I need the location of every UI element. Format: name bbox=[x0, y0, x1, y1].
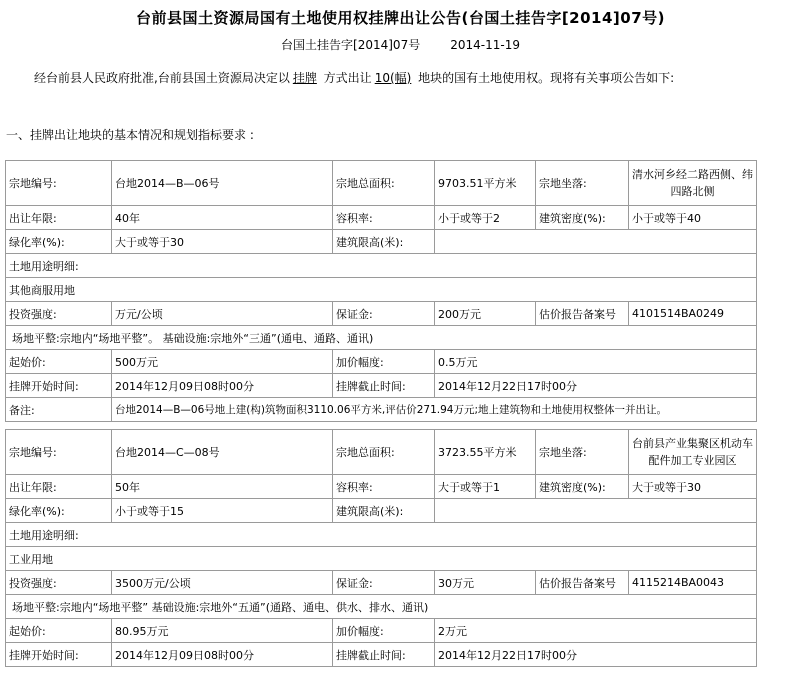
label: 宗地编号: bbox=[6, 161, 112, 206]
table-row bbox=[6, 475, 757, 499]
page-title: 台前县国土资源局国有土地使用权挂牌出让公告(台国土挂告字[2014]07号) bbox=[135, 9, 666, 27]
intro-paragraph bbox=[6, 68, 796, 88]
parcel-area: 3723.55平方米 bbox=[435, 430, 536, 475]
invest-value: 3500万元/公顷 bbox=[112, 571, 333, 595]
label: 出让年限: bbox=[6, 475, 112, 499]
term-value: 40年 bbox=[112, 206, 333, 230]
label: 保证金: bbox=[333, 571, 435, 595]
site-conditions: 场地平整:宗地内“场地平整” 基础设施:宗地外“五通”(通路、通电、供水、排水、通讯) bbox=[6, 595, 757, 619]
table-row bbox=[6, 206, 757, 230]
parcel-table-1 bbox=[5, 160, 757, 422]
table-row bbox=[6, 326, 757, 350]
table-row bbox=[6, 254, 757, 278]
parcel-location: 清水河乡经二路西侧、纬四路北侧 bbox=[629, 161, 757, 206]
label: 挂牌开始时间: bbox=[6, 643, 112, 667]
label: 起始价: bbox=[6, 350, 112, 374]
use-value: 工业用地 bbox=[6, 547, 757, 571]
label: 建筑密度(%): bbox=[536, 475, 629, 499]
table-row bbox=[6, 499, 757, 523]
label: 保证金: bbox=[333, 302, 435, 326]
close-time: 2014年12月22日17时00分 bbox=[435, 643, 757, 667]
label: 投资强度: bbox=[6, 571, 112, 595]
increment-value: 2万元 bbox=[435, 619, 757, 643]
table-row bbox=[6, 571, 757, 595]
label: 加价幅度: bbox=[333, 350, 435, 374]
label: 起始价: bbox=[6, 619, 112, 643]
note-value: 台地2014—B—06号地上建(构)筑物面积3110.06平方米,评估价271.94万元;地上建筑物和土地使用权整体一并出让。 bbox=[112, 398, 757, 422]
invest-value: 万元/公顷 bbox=[112, 302, 333, 326]
table-row bbox=[6, 374, 757, 398]
deposit-value: 200万元 bbox=[435, 302, 536, 326]
table-row bbox=[6, 398, 757, 422]
height-value bbox=[435, 230, 757, 254]
label: 容积率: bbox=[333, 206, 435, 230]
label: 宗地坐落: bbox=[536, 161, 629, 206]
table-row bbox=[6, 302, 757, 326]
deposit-value: 30万元 bbox=[435, 571, 536, 595]
table-row bbox=[6, 161, 757, 206]
doc-number: 台国土挂告字[2014]07号 bbox=[281, 38, 421, 52]
doc-meta bbox=[0, 36, 801, 53]
parcel-table-2 bbox=[5, 429, 757, 667]
label: 绿化率(%): bbox=[6, 499, 112, 523]
green-value: 大于或等于30 bbox=[112, 230, 333, 254]
label: 出让年限: bbox=[6, 206, 112, 230]
label: 挂牌截止时间: bbox=[333, 643, 435, 667]
intro-method: 挂牌 bbox=[292, 71, 317, 85]
label: 挂牌开始时间: bbox=[6, 374, 112, 398]
far-value: 大于或等于1 bbox=[435, 475, 536, 499]
open-time: 2014年12月09日08时00分 bbox=[112, 374, 333, 398]
label: 建筑密度(%): bbox=[536, 206, 629, 230]
doc-date: 2014-11-19 bbox=[450, 38, 520, 52]
label: 备注: bbox=[6, 398, 112, 422]
table-row bbox=[6, 278, 757, 302]
density-value: 大于或等于30 bbox=[629, 475, 757, 499]
green-value: 小于或等于15 bbox=[112, 499, 333, 523]
label: 土地用途明细: bbox=[6, 254, 757, 278]
report-value: 4101514BA0249 bbox=[629, 302, 757, 326]
parcel-id: 台地2014—B—06号 bbox=[112, 161, 333, 206]
use-value: 其他商服用地 bbox=[6, 278, 757, 302]
label: 建筑限高(米): bbox=[333, 230, 435, 254]
intro-text-post: 地块的国有土地使用权。现将有关事项公告如下: bbox=[418, 71, 675, 85]
height-value bbox=[435, 499, 757, 523]
parcel-id: 台地2014—C—08号 bbox=[112, 430, 333, 475]
open-time: 2014年12月09日08时00分 bbox=[112, 643, 333, 667]
table-row bbox=[6, 619, 757, 643]
far-value: 小于或等于2 bbox=[435, 206, 536, 230]
table-row bbox=[6, 595, 757, 619]
start-price: 500万元 bbox=[112, 350, 333, 374]
section-heading: 一、挂牌出让地块的基本情况和规划指标要求 : bbox=[6, 128, 254, 142]
label: 宗地坐落: bbox=[536, 430, 629, 475]
table-row bbox=[6, 230, 757, 254]
site-conditions: 场地平整:宗地内“场地平整”。 基础设施:宗地外“三通”(通电、通路、通讯) bbox=[6, 326, 757, 350]
parcel-area: 9703.51平方米 bbox=[435, 161, 536, 206]
close-time: 2014年12月22日17时00分 bbox=[435, 374, 757, 398]
label: 宗地总面积: bbox=[333, 430, 435, 475]
label: 宗地总面积: bbox=[333, 161, 435, 206]
label: 估价报告备案号 bbox=[536, 302, 629, 326]
table-row bbox=[6, 430, 757, 475]
table-row bbox=[6, 547, 757, 571]
intro-count: 10(幅) bbox=[374, 71, 412, 85]
increment-value: 0.5万元 bbox=[435, 350, 757, 374]
term-value: 50年 bbox=[112, 475, 333, 499]
label: 建筑限高(米): bbox=[333, 499, 435, 523]
start-price: 80.95万元 bbox=[112, 619, 333, 643]
label: 投资强度: bbox=[6, 302, 112, 326]
intro-text-pre: 经台前县人民政府批准,台前县国土资源局决定以 bbox=[34, 71, 290, 85]
label: 容积率: bbox=[333, 475, 435, 499]
density-value: 小于或等于40 bbox=[629, 206, 757, 230]
table-row bbox=[6, 523, 757, 547]
label: 土地用途明细: bbox=[6, 523, 757, 547]
report-value: 4115214BA0043 bbox=[629, 571, 757, 595]
intro-text-mid: 方式出让 bbox=[323, 71, 372, 85]
parcel-location: 台前县产业集聚区机动车配件加工专业园区 bbox=[629, 430, 757, 475]
label: 加价幅度: bbox=[333, 619, 435, 643]
label: 宗地编号: bbox=[6, 430, 112, 475]
table-row bbox=[6, 643, 757, 667]
table-row bbox=[6, 350, 757, 374]
label: 绿化率(%): bbox=[6, 230, 112, 254]
label: 估价报告备案号 bbox=[536, 571, 629, 595]
label: 挂牌截止时间: bbox=[333, 374, 435, 398]
